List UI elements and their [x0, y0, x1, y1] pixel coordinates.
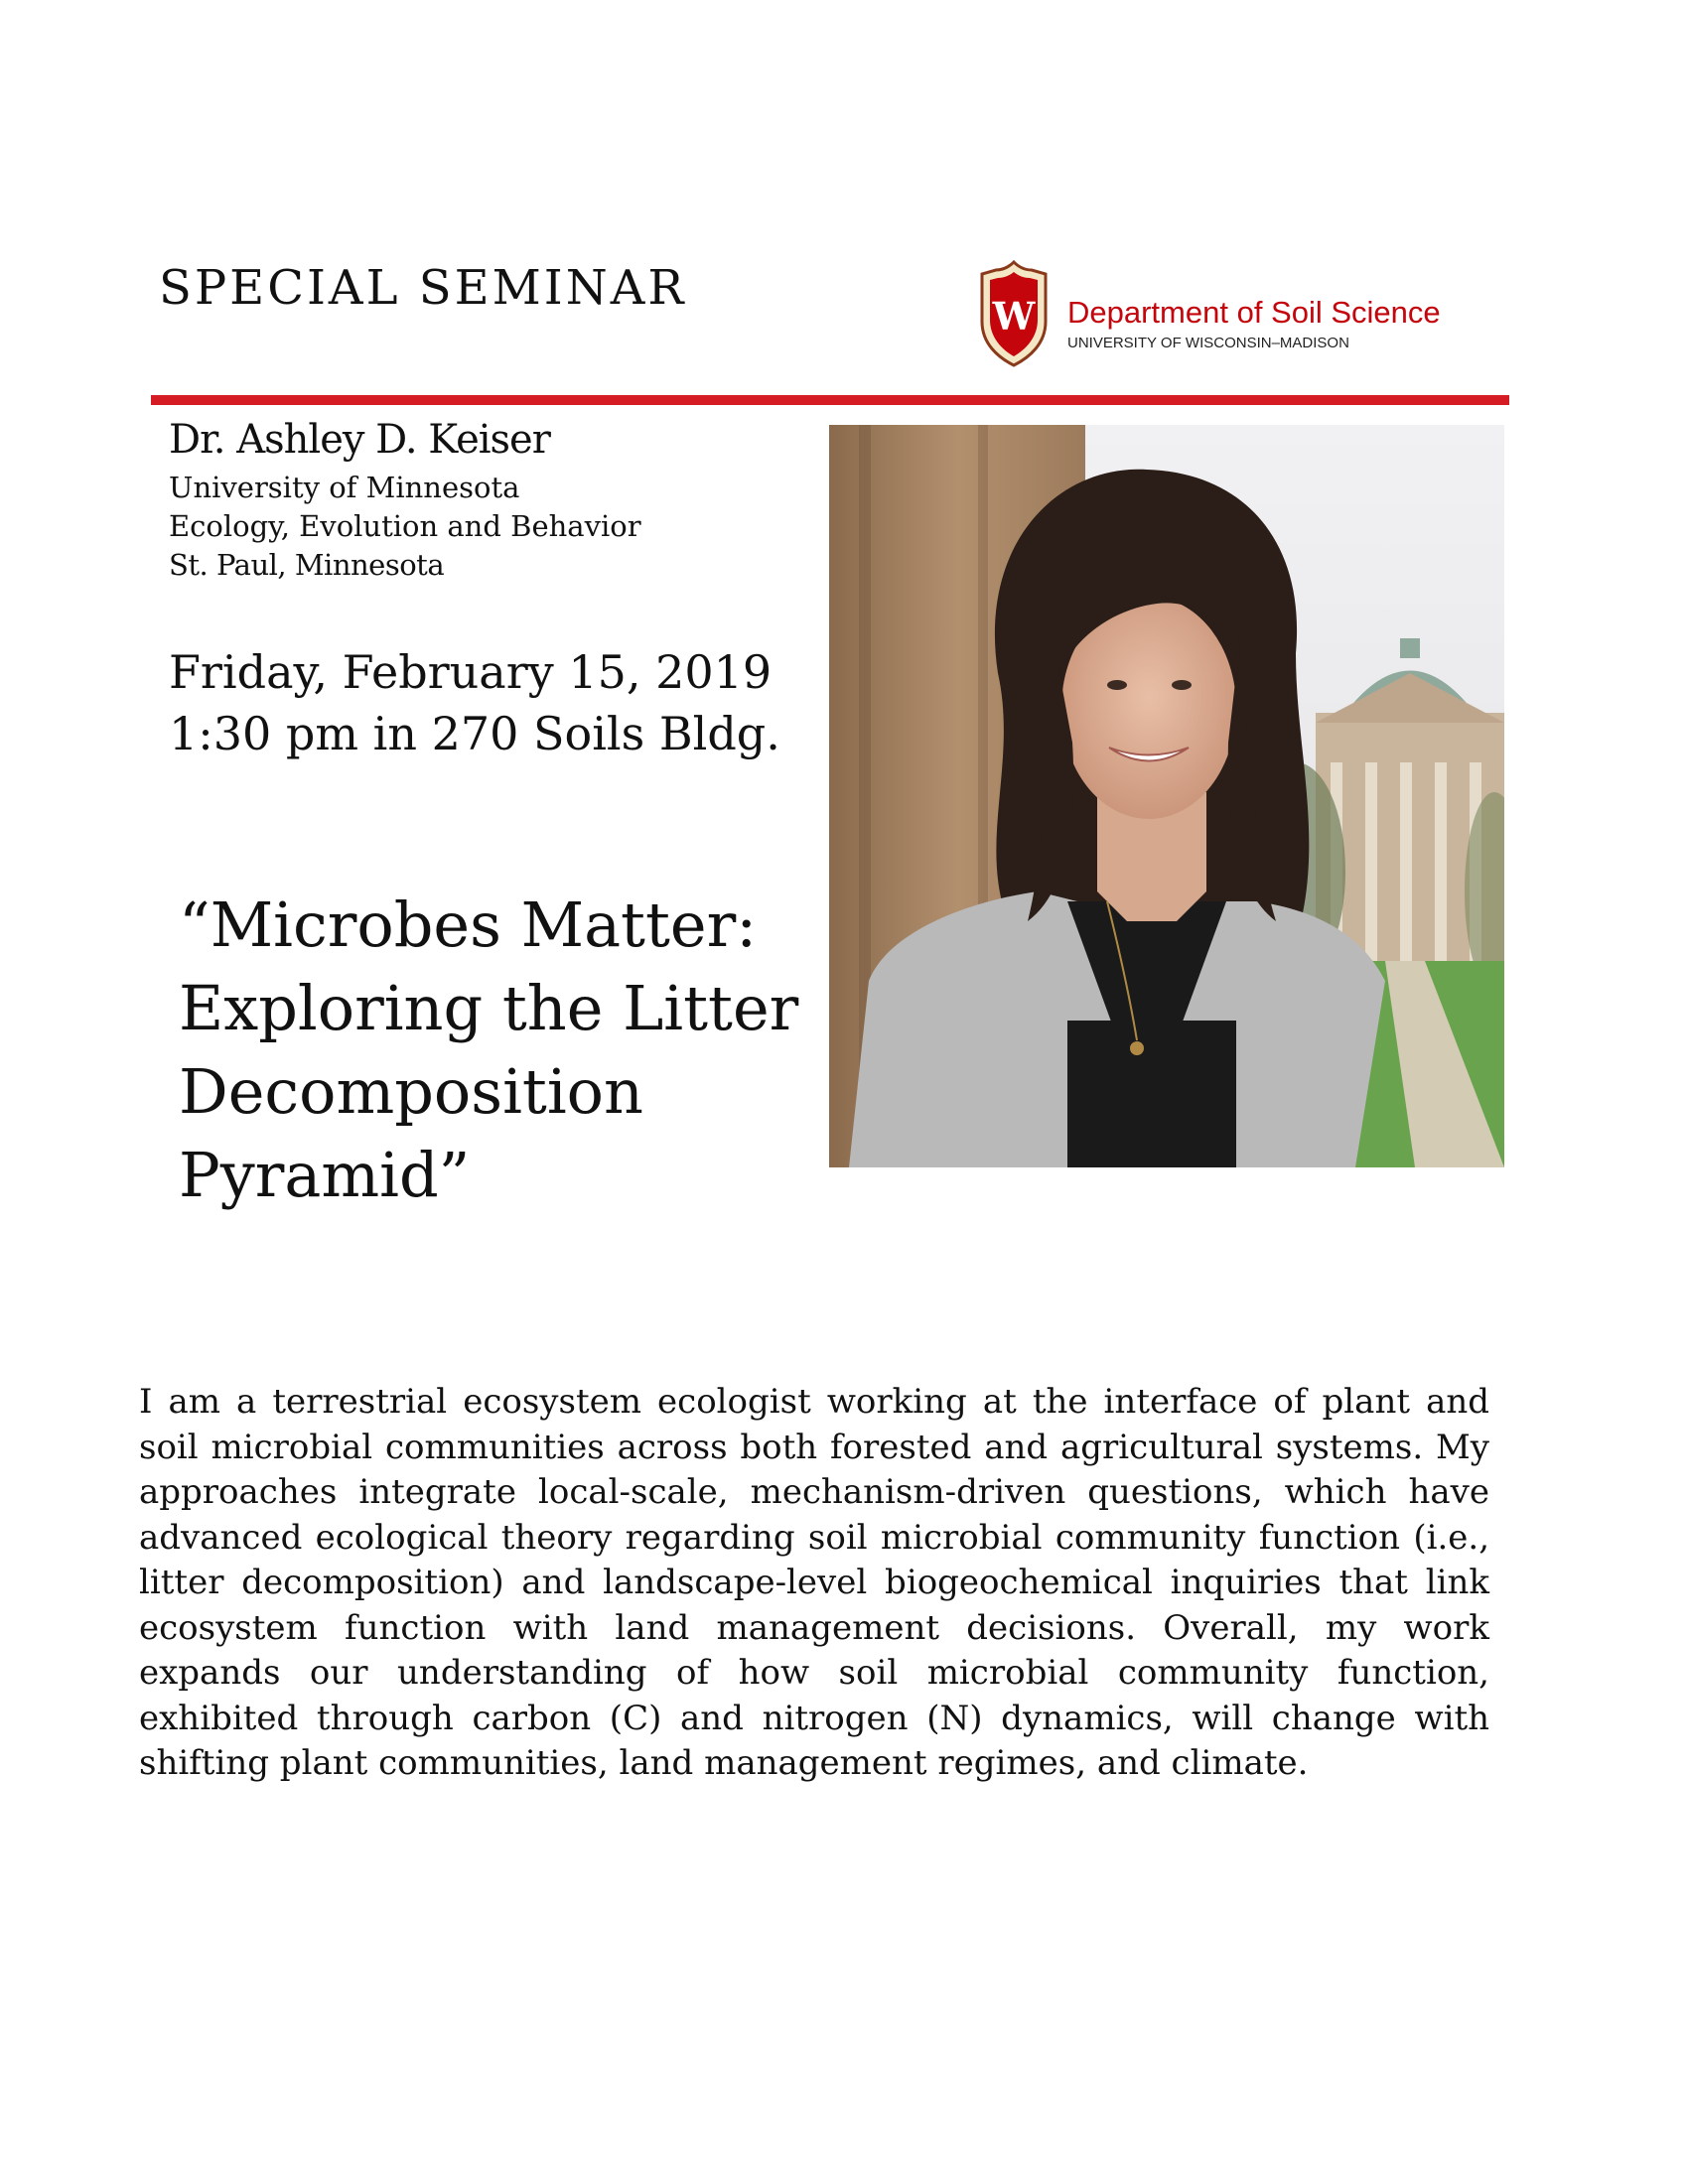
speaker-photo: [829, 425, 1504, 1167]
talk-title-line: Decomposition: [179, 1055, 643, 1128]
university-name: UNIVERSITY OF WISCONSIN–MADISON: [1067, 335, 1349, 351]
uw-crest-icon: [978, 260, 1050, 367]
event-time-place: 1:30 pm in 270 Soils Bldg.: [169, 707, 780, 760]
talk-title-line: Pyramid”: [179, 1139, 471, 1211]
speaker-name: Dr. Ashley D. Keiser: [169, 417, 550, 463]
header-divider: [151, 395, 1509, 405]
department-name: Department of Soil Science: [1067, 295, 1441, 330]
seminar-heading: SPECIAL SEMINAR: [159, 260, 687, 316]
speaker-portrait-image: [829, 425, 1504, 1167]
talk-title: [179, 884, 824, 1217]
department-logo: [978, 260, 1574, 379]
speaker-abstract: I am a terrestrial ecosystem ecologist working at the interface of plant and soil microbial communities across both forested and agricultural systems. My approaches integrate local-scale, mechanism-driven questions, which have advanced ecological theory regarding soil microbial community function (i.e., litter decomposition) and landscape-level biogeochemical inquiries that link ecosystem function with land management decisions. Overall, my work expands our understanding of how soil microbial community function, exhibited through carbon (C) and nitrogen (N) dynamics, will change with shifting plant communities, land management regimes, and climate.: [139, 1382, 1489, 1783]
speaker-location: St. Paul, Minnesota: [169, 548, 445, 582]
speaker-department: Ecology, Evolution and Behavior: [169, 509, 641, 543]
talk-title-line: Exploring the Litter: [179, 972, 799, 1044]
talk-title-line: “Microbes Matter:: [179, 888, 758, 961]
event-date: Friday, February 15, 2019: [169, 645, 773, 699]
speaker-institution: University of Minnesota: [169, 471, 520, 504]
logo-letter: W: [992, 294, 1036, 339]
